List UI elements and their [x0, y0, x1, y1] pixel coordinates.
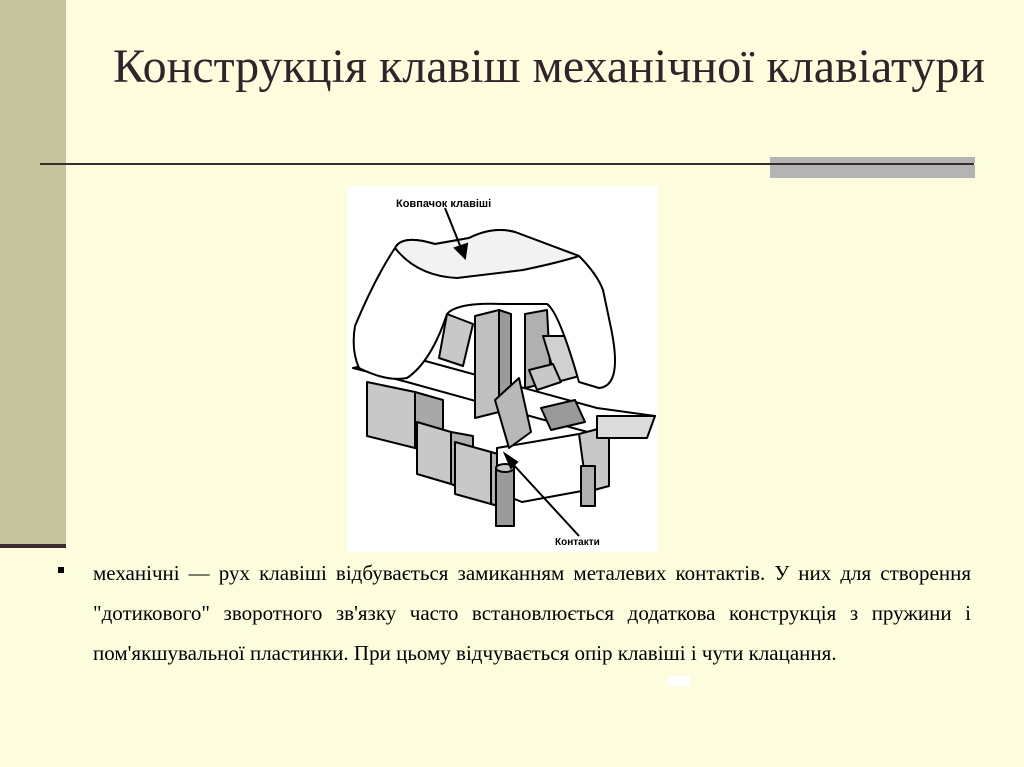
- contact-pin: [496, 468, 514, 526]
- keycap-label: Ковпачок клавіші: [396, 198, 492, 210]
- bullet-text: механічні — рух клавіші відбувається замиканням металевих контактів. У них для створення "дотикового" зворотного зв'язку часто встановлюється додаткова конструкція з пружини і пом'якшувальної пластинки. При цьому відчувається опір клавіші і чути клацання.: [93, 561, 971, 665]
- side-divider: [0, 544, 66, 548]
- title-underline: [40, 163, 974, 165]
- housing-left-block: [367, 382, 415, 448]
- side-band: [0, 0, 66, 548]
- title-accent-bar-lower: [770, 165, 975, 178]
- keyswitch-drawing: [347, 186, 658, 552]
- keyswitch-diagram: [347, 186, 658, 552]
- white-smudge: [668, 676, 690, 686]
- contacts-label: Контакти: [555, 537, 600, 548]
- slide-title: Конструкція клавіш механічної клавіатури: [113, 40, 986, 93]
- bullet-marker: [58, 567, 64, 573]
